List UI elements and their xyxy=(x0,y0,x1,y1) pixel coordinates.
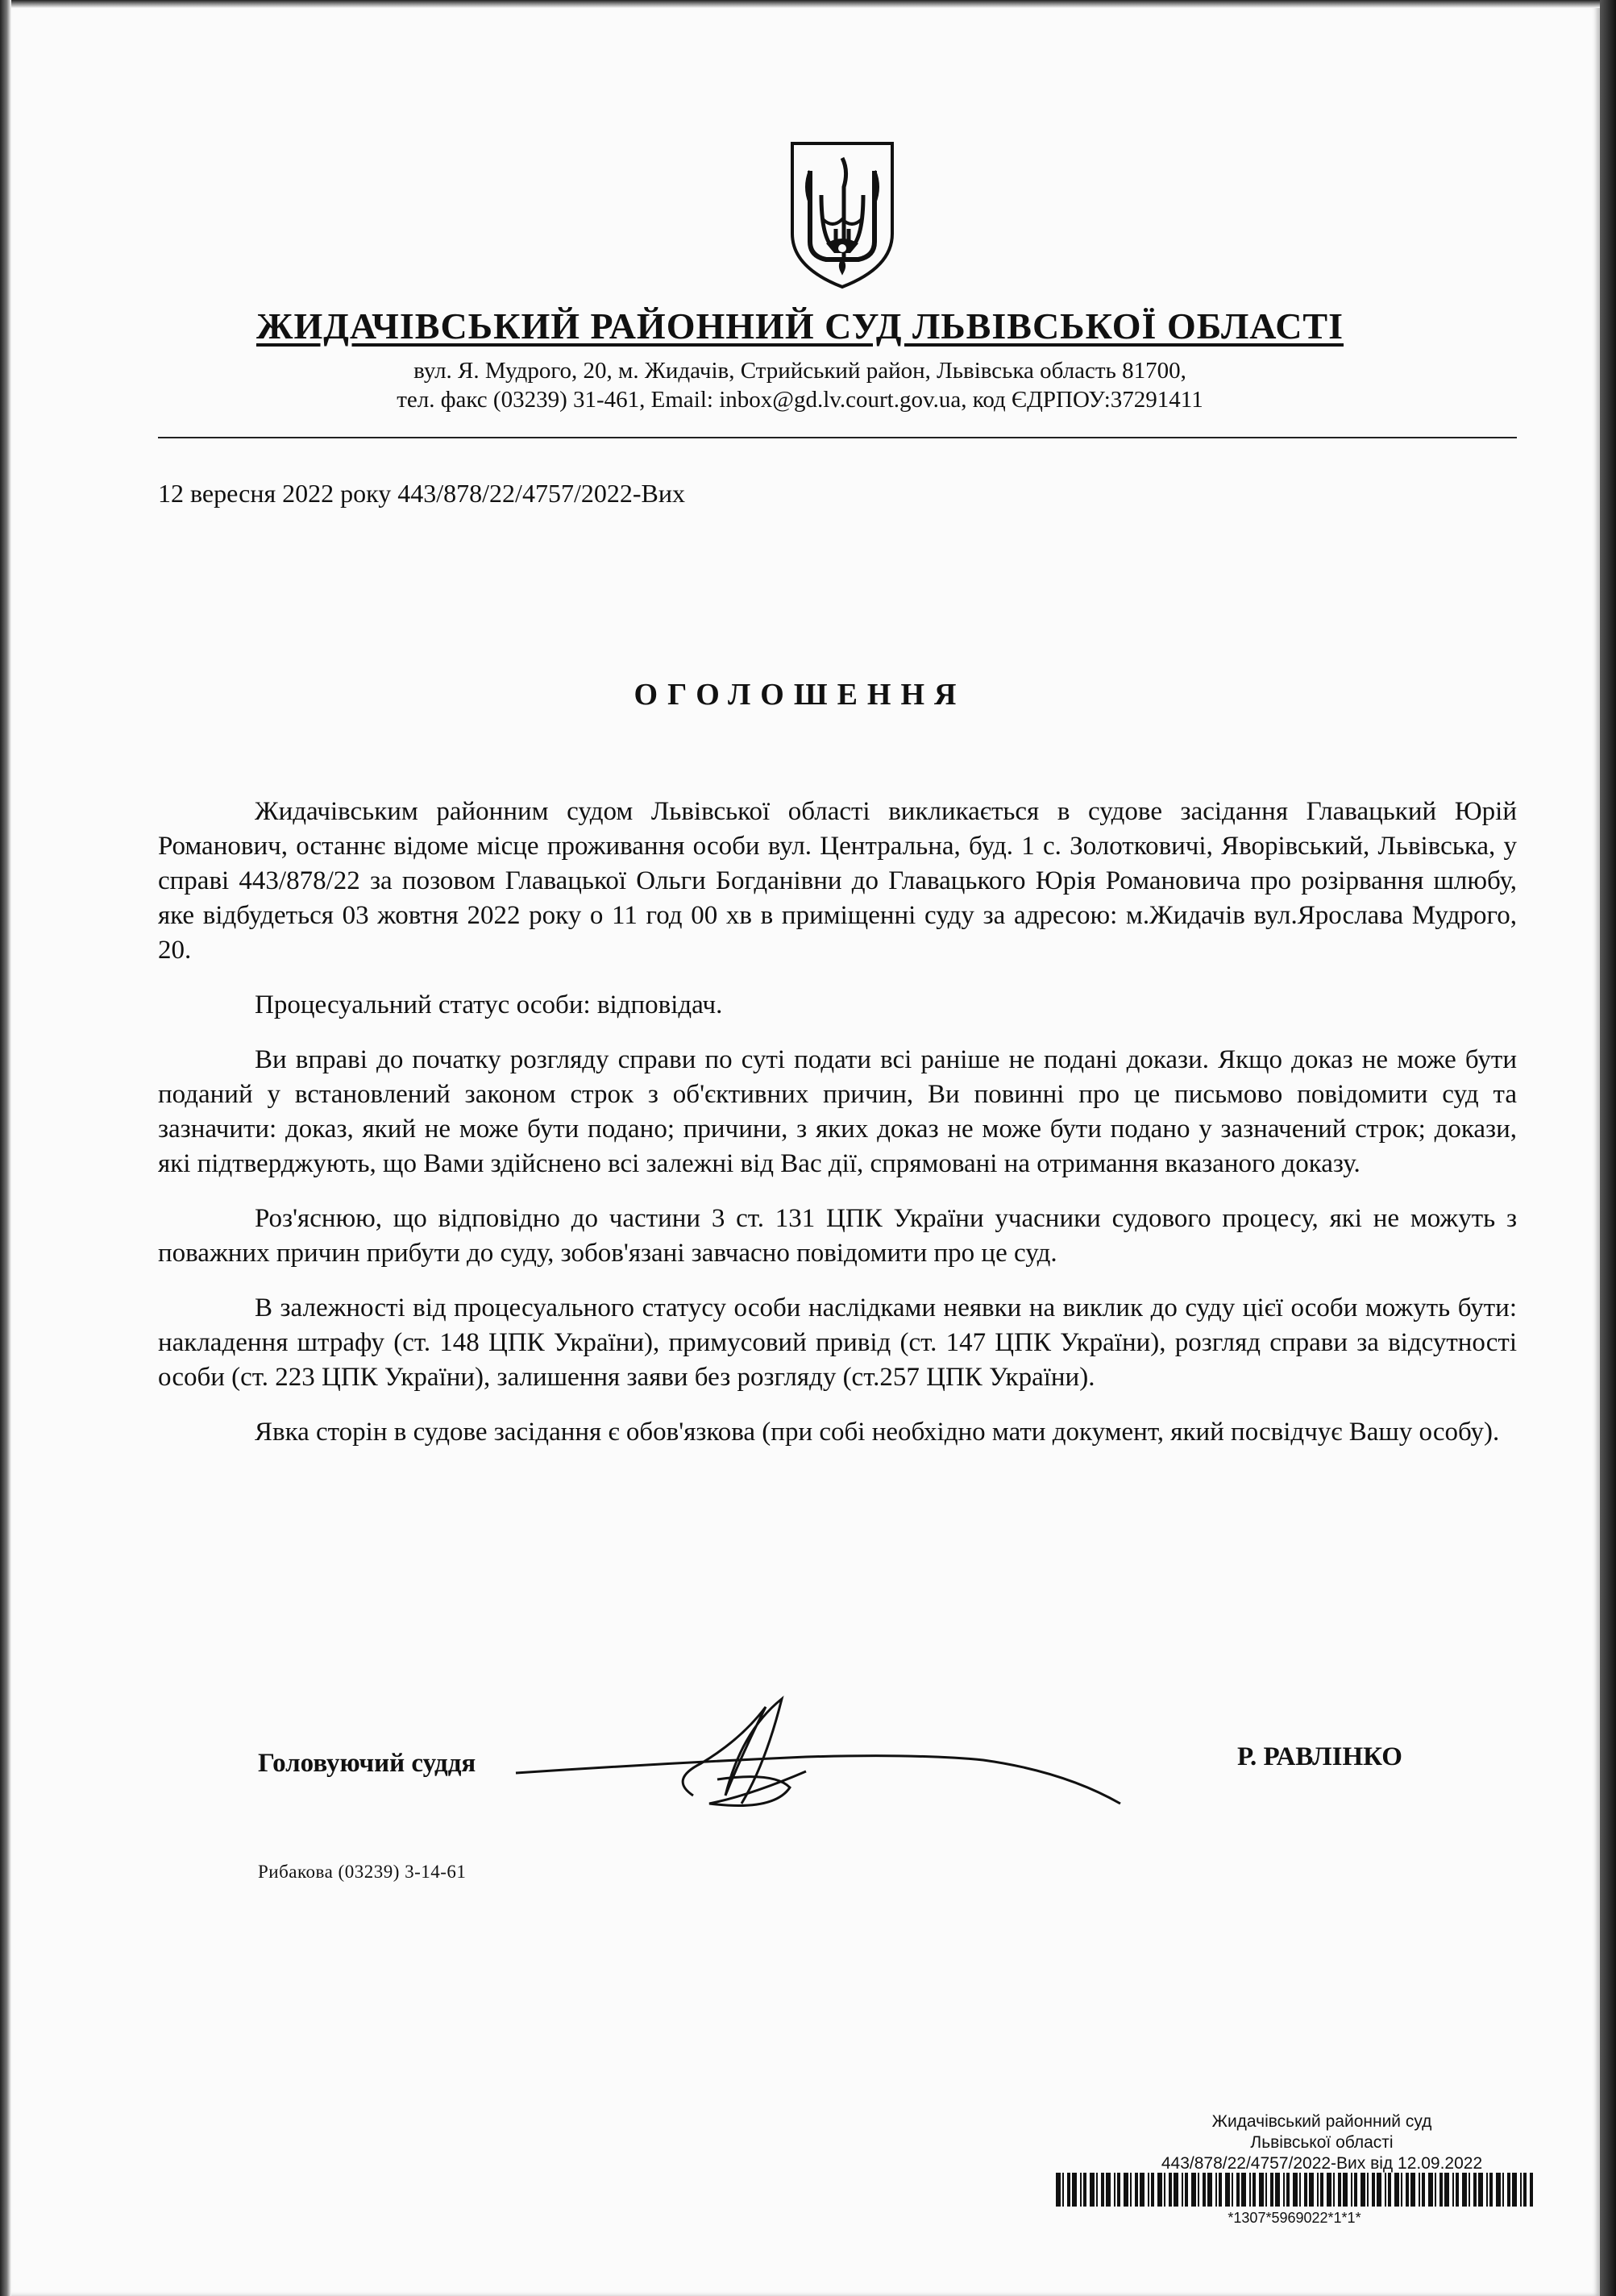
barcode-bar xyxy=(1520,2173,1522,2207)
paragraph-status: Процесуальний статус особи: відповідач. xyxy=(255,990,723,1019)
barcode-bar xyxy=(1185,2173,1188,2207)
barcode-bar xyxy=(1388,2173,1391,2207)
barcode-bar xyxy=(1419,2173,1420,2207)
barcode-bar xyxy=(1286,2173,1290,2207)
barcode-bar xyxy=(1072,2173,1077,2207)
barcode-bar xyxy=(1496,2173,1501,2207)
barcode-bar xyxy=(1219,2173,1222,2207)
barcode-bar xyxy=(1367,2173,1369,2207)
barcode-bar xyxy=(1151,2173,1154,2207)
barcode-bar xyxy=(1486,2173,1488,2207)
barcode-bar xyxy=(1428,2173,1433,2207)
barcode-bar xyxy=(1067,2173,1070,2207)
barcode-bar xyxy=(1385,2173,1386,2207)
registration-court: Жидачівський районний суд xyxy=(1211,2112,1432,2131)
barcode-bar xyxy=(1191,2173,1196,2207)
barcode-bar xyxy=(1361,2173,1365,2207)
registration-number: 443/878/22/4757/2022-Вих від 12.09.2022 xyxy=(1161,2154,1483,2173)
paragraph-attendance: Явка сторін в судове засідання є обов'язкова (при собі необхідно мати документ, який посвідчує Вашу особу). xyxy=(255,1418,1500,1447)
barcode-bar xyxy=(1439,2173,1443,2207)
barcode-bar xyxy=(1530,2173,1533,2207)
barcode-bar xyxy=(1241,2173,1246,2207)
barcode-bar xyxy=(1452,2173,1454,2207)
barcode-bar xyxy=(1203,2173,1206,2207)
court-address: вул. Я. Мудрого, 20, м. Жидачів, Стрийський район, Львівська область 81700, xyxy=(413,358,1186,384)
barcode-bar xyxy=(1207,2173,1212,2207)
barcode-bar xyxy=(1327,2173,1331,2207)
barcode-bar xyxy=(1062,2173,1064,2207)
barcode-bar xyxy=(1444,2173,1449,2207)
barcode-bar xyxy=(1410,2173,1415,2207)
barcode-bar xyxy=(1130,2173,1132,2207)
header-divider xyxy=(158,437,1517,438)
barcode-bar xyxy=(1489,2173,1493,2207)
barcode-number: *1307*5969022*1*1* xyxy=(1228,2210,1361,2226)
scan-edge-top xyxy=(0,0,1600,8)
barcode-bar xyxy=(1096,2173,1098,2207)
barcode-bar xyxy=(1406,2173,1409,2207)
barcode-bar xyxy=(1473,2173,1477,2207)
barcode-bar xyxy=(1140,2173,1144,2207)
barcode-bar xyxy=(1507,2173,1510,2207)
barcode-bar xyxy=(1259,2173,1264,2207)
barcode-bar xyxy=(1320,2173,1323,2207)
barcode-bar xyxy=(1232,2173,1233,2207)
barcode-bar xyxy=(1182,2173,1183,2207)
barcode-bar xyxy=(1372,2173,1375,2207)
barcode-bar xyxy=(1478,2173,1483,2207)
barcode-bar xyxy=(1164,2173,1165,2207)
outgoing-date-number: 12 вересня 2022 року 443/878/22/4757/2022-Вих xyxy=(158,479,685,508)
barcode-bar xyxy=(1512,2173,1517,2207)
barcode-bar xyxy=(1304,2173,1307,2207)
barcode-bar xyxy=(1215,2173,1217,2207)
barcode xyxy=(1056,2173,1533,2207)
barcode-bar xyxy=(1317,2173,1319,2207)
barcode-bar xyxy=(1309,2173,1314,2207)
barcode-bar xyxy=(1462,2173,1467,2207)
barcode-bar xyxy=(1157,2173,1162,2207)
barcode-bar xyxy=(1293,2173,1298,2207)
registration-stamp xyxy=(1112,2111,1531,2174)
handwritten-signature xyxy=(500,1683,1128,1844)
barcode-bar xyxy=(1456,2173,1459,2207)
coat-of-arms-of-ukraine-icon xyxy=(786,139,899,292)
barcode-bar xyxy=(1114,2173,1115,2207)
barcode-bar xyxy=(1354,2173,1357,2207)
paragraph-summons: Жидачівським районним судом Львівської області викликається в судове засідання Главацький Юрій Романович, останнє відоме місце проживання особи вул. Центральна, буд. 1 с. Золотковичі, Яворівський, Львівська, у справі 443/878/22 за позовом Главацької Ольги Богданівни до Главацького Юрія Романовича про розірвання шлюбу, яке відбудеться 03 жовтня 2022 року о 11 год 00 хв в приміщенні суду за адресою: м.Жидачів вул.Ярослава Мудрого, 20. xyxy=(158,797,1517,965)
barcode-bar xyxy=(1401,2173,1402,2207)
court-contacts: тел. факс (03239) 31-461, Email: inbox@gd.lv.court.gov.ua, код ЄДРПОУ:37291411 xyxy=(397,387,1203,413)
barcode-bar xyxy=(1502,2173,1504,2207)
barcode-bar xyxy=(1377,2173,1381,2207)
document-title: ОГОЛОШЕННЯ xyxy=(634,678,966,712)
signatory-name: Р. РАВЛІНКО xyxy=(1237,1742,1402,1771)
barcode-bar xyxy=(1117,2173,1120,2207)
barcode-bar xyxy=(1253,2173,1256,2207)
signatory-title: Головуючий суддя xyxy=(258,1749,476,1778)
barcode-bar xyxy=(1299,2173,1301,2207)
barcode-bar xyxy=(1101,2173,1104,2207)
barcode-bar xyxy=(1225,2173,1230,2207)
barcode-bar xyxy=(1135,2173,1138,2207)
barcode-bar xyxy=(1283,2173,1285,2207)
barcode-bar xyxy=(1338,2173,1341,2207)
barcode-bar xyxy=(1394,2173,1399,2207)
barcode-bar xyxy=(1333,2173,1335,2207)
barcode-bar xyxy=(1275,2173,1280,2207)
barcode-bar xyxy=(1343,2173,1348,2207)
barcode-bar xyxy=(1124,2173,1128,2207)
barcode-bar xyxy=(1083,2173,1086,2207)
barcode-bar xyxy=(1351,2173,1352,2207)
paragraph-notice: Роз'яснюю, що відповідно до частини 3 ст. 131 ЦПК України учасники судового процесу, які не можуть з поважних причин прибути до суду, зобов'язані завчасно повідомити про це суд. xyxy=(158,1204,1517,1268)
paragraph-consequences: В залежності від процесуального статусу особи наслідками неявки на виклик до суду цієї особи можуть бути: накладення штрафу (ст. 148 ЦПК України), примусовий привід (ст. 147 ЦПК України), розгляд справи за відсутності особи (ст. 223 ЦПК України), залишення заяви без розгляду (ст.257 ЦПК України). xyxy=(158,1293,1517,1392)
barcode-bar xyxy=(1106,2173,1111,2207)
court-name: ЖИДАЧІВСЬКИЙ РАЙОННИЙ СУД ЛЬВІВСЬКОЇ ОБЛАСТІ xyxy=(255,305,1344,347)
barcode-bar xyxy=(1469,2173,1470,2207)
barcode-bar xyxy=(1435,2173,1436,2207)
barcode-bar xyxy=(1265,2173,1267,2207)
barcode-bar xyxy=(1148,2173,1149,2207)
barcode-bar xyxy=(1249,2173,1251,2207)
barcode-bar xyxy=(1090,2173,1095,2207)
barcode-bar xyxy=(1422,2173,1425,2207)
registration-region: Львівської області xyxy=(1250,2133,1394,2152)
paragraph-evidence: Ви вправі до початку розгляду справи по суті подати всі раніше не подані докази. Якщо доказ не може бути поданий у встановлений законом строк з об'єктивних причин, Ви повинні про це письмово повідомити суд та зазначити: доказ, який не може бути подано; причини, з яких доказ не може бути подано у зазначений строк; докази, які підтверджують, що Вами здійснено всі залежні від Вас дії, спрямовані на отримання вказаного доказу. xyxy=(158,1045,1517,1178)
barcode-bar xyxy=(1169,2173,1172,2207)
barcode-bar xyxy=(1174,2173,1178,2207)
barcode-bar xyxy=(1056,2173,1061,2207)
barcode-bar xyxy=(1198,2173,1199,2207)
barcode-bar xyxy=(1236,2173,1240,2207)
barcode-bar xyxy=(1270,2173,1273,2207)
scan-edge-right xyxy=(1600,0,1616,2296)
executor-contact: Рибакова (03239) 3-14-61 xyxy=(258,1862,467,1882)
document-body xyxy=(158,795,1517,1470)
barcode-bar xyxy=(1080,2173,1082,2207)
barcode-bar xyxy=(1523,2173,1527,2207)
